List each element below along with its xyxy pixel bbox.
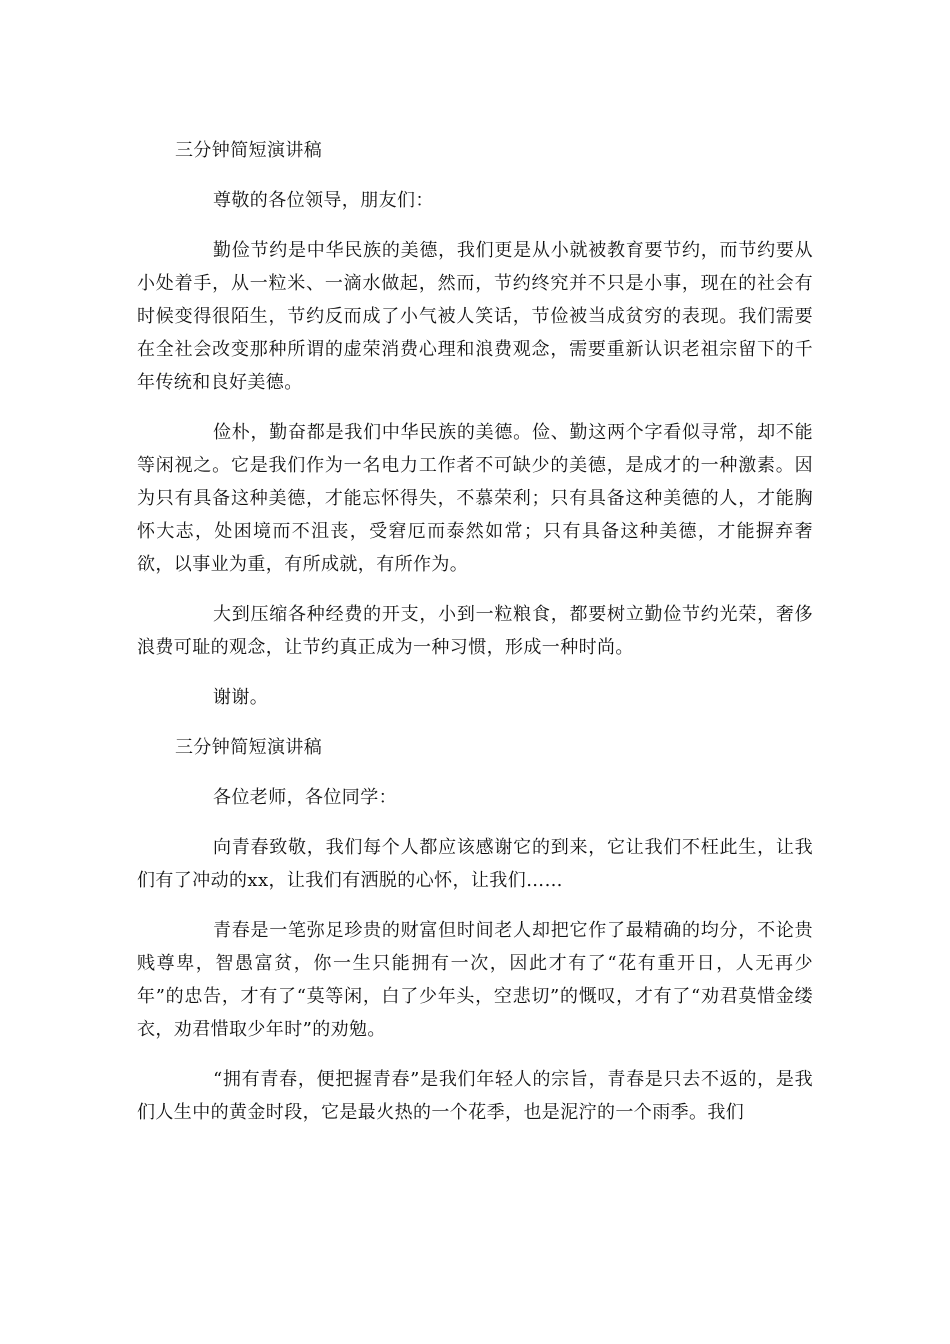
section-1-greeting: 尊敬的各位领导，朋友们： — [213, 190, 434, 211]
section-2-paragraph: 向青春致敬，我们每个人都应该感谢它的到来，它让我们不枉此生，让我们有了冲动的xx，让我们有洒脱的心怀，让我们…… — [137, 837, 813, 891]
section-1-paragraph: 大到压缩各种经费的开支，小到一粒粮食，都要树立勤俭节约光荣，奢侈浪费可耻的观念，让节约真正成为一种习惯，形成一种时尚。 — [137, 604, 813, 658]
section-1-paragraph: 俭朴，勤奋都是我们中华民族的美德。俭、勤这两个字看似寻常，却不能等闲视之。它是我们作为一名电力工作者不可缺少的美德，是成才的一种激素。因为只有具备这种美德，才能忘怀得失，不慕荣利；只有具备这种美德的人，才能胸怀大志，处困境而不沮丧，受窘厄而泰然如常；只有具备这种美德，才能摒弃奢欲，以事业为重，有所成就，有所作为。 — [137, 422, 813, 575]
section-1-closing: 谢谢。 — [213, 687, 269, 708]
document-body — [137, 134, 813, 1146]
section-1-paragraph: 勤俭节约是中华民族的美德，我们更是从小就被教育要节约，而节约要从小处着手，从一粒米、一滴水做起，然而，节约终究并不只是小事，现在的社会有时候变得很陌生，节约反而成了小气被人笑话，节俭被当成贫穷的表现。我们需要在全社会改变那种所谓的虚荣消费心理和浪费观念，需要重新认识老祖宗留下的千年传统和良好美德。 — [137, 240, 813, 393]
section-2-greeting: 各位老师，各位同学： — [213, 787, 397, 808]
section-2-paragraph: “拥有青春，便把握青春”是我们年轻人的宗旨，青春是只去不返的，是我们人生中的黄金时段，它是最火热的一个花季，也是泥泞的一个雨季。我们 — [137, 1069, 813, 1123]
section-1-title: 三分钟简短演讲稿 — [175, 140, 323, 161]
section-2-title: 三分钟简短演讲稿 — [175, 737, 323, 758]
section-2-paragraph: 青春是一笔弥足珍贵的财富但时间老人却把它作了最精确的均分，不论贵贱尊卑，智愚富贫，你一生只能拥有一次，因此才有了“花有重开日，人无再少年”的忠告，才有了“莫等闲，白了少年头，空悲切”的慨叹，才有了“劝君莫惜金缕衣，劝君惜取少年时”的劝勉。 — [137, 920, 813, 1040]
